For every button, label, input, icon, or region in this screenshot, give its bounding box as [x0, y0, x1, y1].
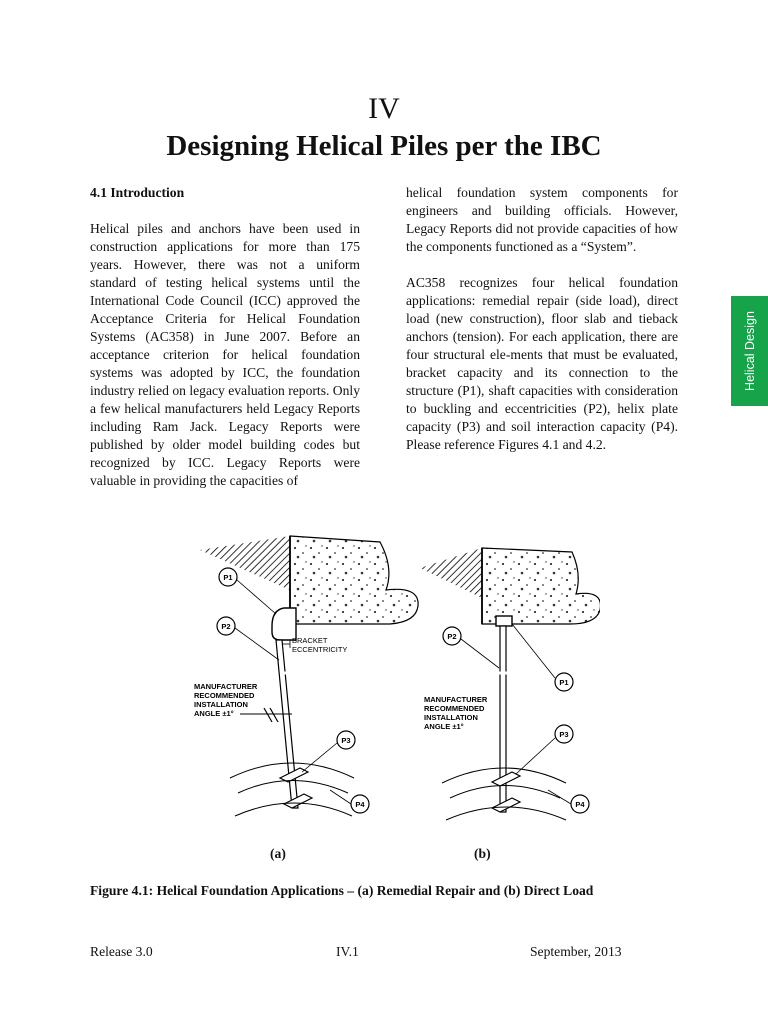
bracket-label-2: ECCENTRICITY: [292, 645, 348, 654]
note-a-line2: RECOMMENDED: [194, 691, 255, 700]
shaft-a: [276, 640, 298, 808]
section-heading: 4.1 Introduction: [90, 185, 185, 200]
note-b-line1: MANUFACTURER: [424, 695, 488, 704]
leader-p4-a: [330, 790, 351, 804]
callout-p2-b-label: P2: [447, 632, 457, 641]
footer-date: September, 2013: [530, 944, 622, 959]
side-tab-helical-design: [731, 296, 768, 406]
leader-p2-b: [461, 639, 499, 668]
callout-p1-b-label: P1: [559, 678, 569, 687]
leader-p3-a: [302, 743, 337, 772]
leader-p4-b: [548, 790, 571, 804]
leader-p1-b: [512, 624, 555, 678]
leader-p3-b: [516, 738, 555, 774]
note-b-line4: ANGLE ±1°: [424, 722, 464, 731]
foundation-b: [482, 548, 600, 624]
soil-hatch-a: [200, 536, 290, 590]
callout-p3-b-label: P3: [559, 730, 569, 739]
callout-p2-a-label: P2: [221, 622, 231, 631]
side-tab-label: Helical Design: [742, 311, 757, 391]
right-column: [406, 184, 678, 454]
callout-p4-b-label: P4: [575, 800, 585, 809]
figure-label-b: (b): [474, 846, 491, 861]
diagram-b: [420, 548, 600, 820]
callout-p3-a-label: P3: [341, 736, 351, 745]
chapter-number: IV: [368, 92, 400, 125]
note-a-line3: INSTALLATION: [194, 700, 248, 709]
note-b-line3: INSTALLATION: [424, 713, 478, 722]
note-b-line2: RECOMMENDED: [424, 704, 485, 713]
soil-hatch-b: [420, 548, 482, 598]
footer-release: Release 3.0: [90, 944, 153, 959]
chapter-title: Designing Helical Piles per the IBC: [166, 130, 602, 162]
left-column: [90, 184, 360, 490]
bracket-label-1: BRACKET: [292, 636, 328, 645]
footer-page-number: IV.1: [336, 944, 359, 959]
note-a-line4: ANGLE ±1°: [194, 709, 234, 718]
note-a-line1: MANUFACTURER: [194, 682, 258, 691]
bracket-b: [496, 616, 512, 626]
callout-p1-a-label: P1: [223, 573, 233, 582]
callout-p4-a-label: P4: [355, 800, 365, 809]
figure-4-1-diagram: [180, 528, 600, 838]
diagram-a: [194, 536, 418, 816]
figure-label-a: (a): [270, 846, 286, 861]
intro-paragraph: Helical piles and anchors have been used in construction applications for more than 175 years. However, there was not a uniform standard of testing helical systems until the International Code Council (ICC) approved the Acceptance Criteria for Helical Foundation Systems (AC358) in June 2007. Before an acceptance criterion for helical foundation systems was adopted by ICC, the foundation industry relied on legacy evaluation reports. Only a few helical manufacturers held Legacy Reports including Ram Jack. Legacy Reports were published by older model building codes but recognized by ICC. Legacy Reports were valuable in providing the capacities of: [90, 221, 360, 488]
ac358-paragraph: AC358 recognizes four helical foundation applications: remedial repair (side load), direct load (new construction), floor slab and tieback anchors (tension). For each application, there are four structural ele-ments that must be evaluated, bracket capacity and its connection to the structure (P1), shaft capacities with consideration to buckling and eccentricities (P2), helix plate capacity (P3) and soil interaction capacity (P4). Please reference Figures 4.1 and 4.2.: [406, 275, 678, 452]
intro-paragraph-continued: helical foundation system components for engineers and building officials. However, Legacy Reports did not provide capacities of how the components functioned as a “System”.: [406, 185, 678, 254]
figure-caption: Figure 4.1: Helical Foundation Applications – (a) Remedial Repair and (b) Direct Load: [90, 883, 594, 898]
foundation-a: [290, 536, 418, 624]
leader-p1-a: [237, 580, 276, 614]
